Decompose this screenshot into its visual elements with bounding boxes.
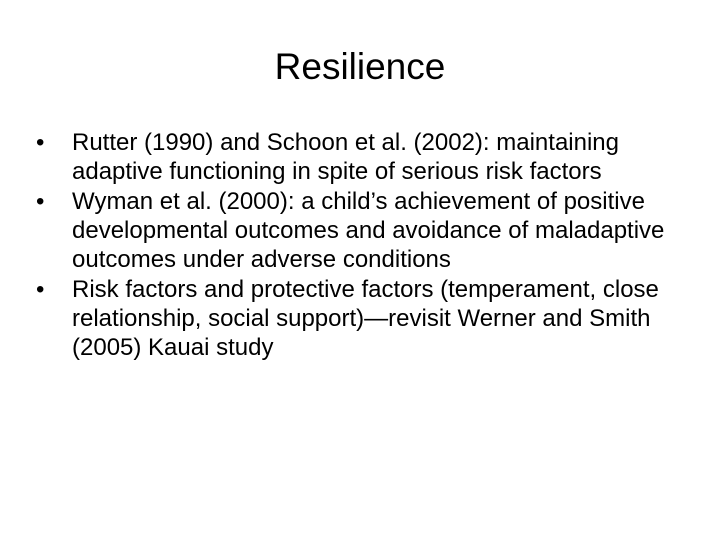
bullet-icon: • [36, 129, 45, 156]
bullet-icon: • [36, 276, 45, 303]
bullet-icon: • [36, 188, 45, 215]
bullet-text: Risk factors and protective factors (temperament, close relationship, social support)—revisit Werner and Smith (2005) Kauai study [72, 276, 659, 361]
bullet-item [36, 187, 696, 274]
bullet-text: Wyman et al. (2000): a child’s achievement of positive developmental outcomes and avoidance of maladaptive outcomes under adverse conditions [72, 188, 665, 273]
slide-title: Resilience [274, 46, 446, 87]
bullet-text: Rutter (1990) and Schoon et al. (2002): maintaining adaptive functioning in spite of serious risk factors [72, 129, 619, 185]
bullet-list [36, 128, 696, 363]
bullet-item [36, 128, 696, 186]
bullet-item [36, 275, 696, 362]
